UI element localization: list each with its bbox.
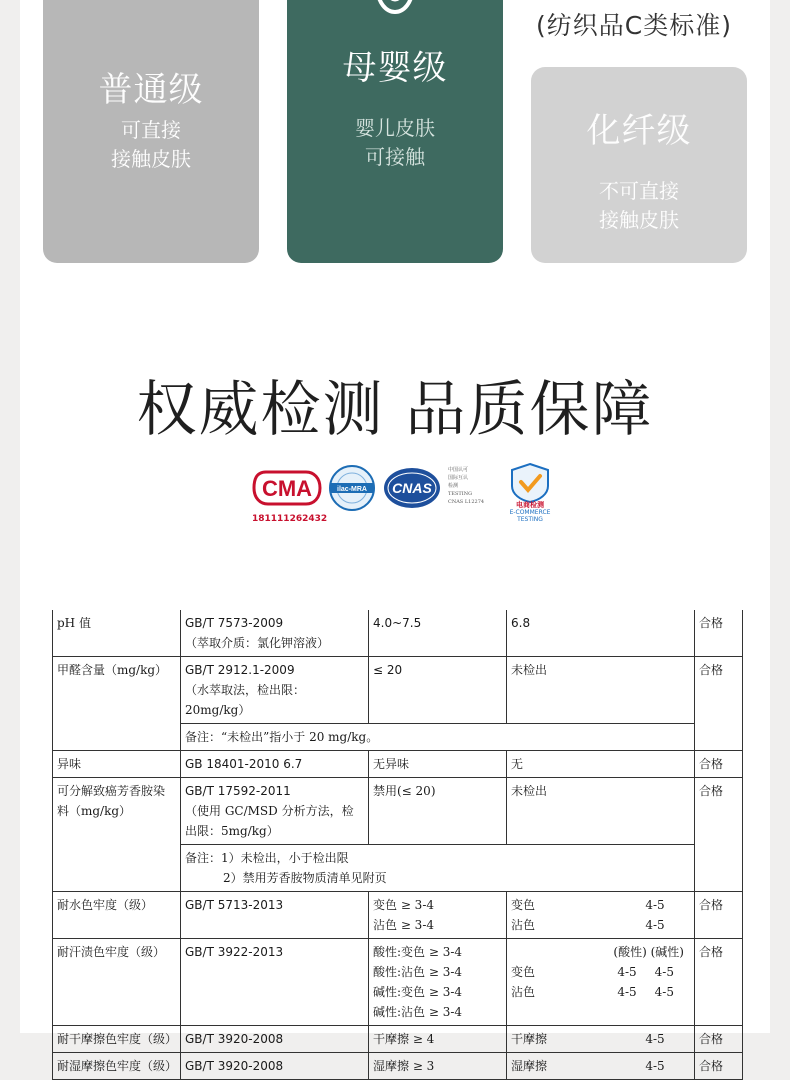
result-line [511, 962, 690, 982]
test-standard: GB/T 5713-2013 [181, 892, 369, 939]
result-header [511, 942, 690, 962]
requirement: 禁用(≤ 20) [369, 778, 507, 845]
cma-logo [252, 466, 328, 524]
item-line: 可分解致癌芳香胺染 [57, 784, 166, 798]
test-standard: GB/T 3920-2008 [181, 1053, 369, 1080]
standard-line: （萃取介质：氯化钾溶液） [185, 636, 330, 650]
ilac-text: ilac-MRA [337, 486, 367, 493]
table-row [53, 778, 743, 845]
result: 无 [507, 751, 695, 778]
table-row [53, 1053, 743, 1080]
requirement-line: 碱性:沾色 ≥ 3-4 [373, 1005, 463, 1019]
baby-icon [373, 0, 417, 18]
certification-logos [252, 462, 552, 522]
test-item: 耐水色牢度（级） [53, 892, 181, 939]
table-row [53, 610, 743, 657]
result-value: 4-5 [654, 985, 674, 999]
note-line: 备注：1）未检出，小于检出限 [185, 851, 349, 865]
result-value: 4-5 [654, 965, 674, 979]
result-line [511, 915, 690, 935]
table-row [53, 751, 743, 778]
grade-title-normal: 普通级 [98, 70, 204, 110]
test-standard [181, 610, 369, 657]
verdict: 合格 [695, 1026, 743, 1053]
accreditation-text [448, 466, 492, 506]
standard-line: GB/T 2912.1-2009 [185, 663, 295, 677]
result-label: 沾色 [511, 985, 536, 999]
result [507, 1026, 695, 1053]
test-standard: GB/T 3920-2008 [181, 1026, 369, 1053]
grade-desc-line: 接触皮肤 [599, 208, 679, 232]
result-header-alkali: (碱性) [650, 945, 684, 959]
requirement: 4.0~7.5 [369, 610, 507, 657]
shield-caption-en: E-COMMERCE TESTING [509, 509, 551, 523]
result-line [511, 895, 690, 915]
requirement-line: 碱性:变色 ≥ 3-4 [373, 985, 463, 999]
requirement [369, 939, 507, 1026]
cma-mark-icon [252, 466, 322, 510]
verdict: 合格 [695, 610, 743, 657]
grade-desc-line: 婴儿皮肤 [355, 116, 435, 140]
ecommerce-testing-caption [498, 502, 562, 523]
result-label: 湿摩擦 [511, 1059, 548, 1073]
test-item: 异味 [53, 751, 181, 778]
item-line: 料（mg/kg） [57, 804, 132, 818]
test-standard [181, 778, 369, 845]
test-item: 耐汗渍色牢度（级） [53, 939, 181, 1026]
standard-line: （使用 GC/MSD 分析方法，检 [185, 804, 354, 818]
cert-line: 国际互认 [448, 475, 469, 481]
test-standard [181, 657, 369, 724]
result-label: 沾色 [511, 918, 536, 932]
verdict: 合格 [695, 751, 743, 778]
result-value: 4-5 [645, 1032, 665, 1046]
result-value: 4-5 [645, 1059, 665, 1073]
section-heading: 权威检测 品质保障 [136, 375, 654, 445]
requirement: ≤ 20 [369, 657, 507, 724]
result: 未检出 [507, 778, 695, 845]
requirement: 干摩擦 ≥ 4 [369, 1026, 507, 1053]
result-value: 4-5 [645, 898, 665, 912]
grade-desc-line: 可直接 [121, 118, 181, 142]
grade-desc-line: 不可直接 [599, 179, 679, 203]
cnas-text: CNAS [392, 480, 432, 496]
grade-desc-chemical-fiber [531, 177, 747, 235]
requirement-line: 酸性:变色 ≥ 3-4 [373, 945, 463, 959]
result: 6.8 [507, 610, 695, 657]
table-note: 备注：“未检出”指小于 20 mg/kg。 [181, 724, 695, 751]
note-line: 2）禁用芳香胺物质清单见附页 [223, 871, 387, 885]
cma-number: 181111262432 [252, 514, 328, 524]
requirement: 湿摩擦 ≥ 3 [369, 1053, 507, 1080]
table-row [53, 1026, 743, 1053]
requirement-line: 酸性:沾色 ≥ 3-4 [373, 965, 463, 979]
grade-desc-normal [43, 116, 259, 174]
grade-card-mother-baby [287, 0, 503, 263]
result-line [511, 1056, 690, 1076]
verdict: 合格 [695, 778, 743, 892]
test-item [53, 778, 181, 892]
grade-title-mother-baby: 母婴级 [342, 48, 448, 88]
test-item: 甲醛含量（mg/kg） [53, 657, 181, 751]
result-label: 变色 [511, 965, 536, 979]
result [507, 892, 695, 939]
verdict: 合格 [695, 657, 743, 751]
verdict: 合格 [695, 1053, 743, 1080]
result [507, 939, 695, 1026]
requirement-line: 变色 ≥ 3-4 [373, 898, 435, 912]
standard-line: 出限：5mg/kg） [185, 824, 279, 838]
standard-line: GB/T 7573-2009 [185, 616, 284, 630]
test-item: pH 值 [53, 610, 181, 657]
verdict: 合格 [695, 892, 743, 939]
grade-desc-mother-baby [287, 114, 503, 172]
cma-text: CMA [261, 476, 313, 501]
result-line [511, 982, 690, 1002]
product-detail-page [20, 0, 770, 1073]
shield-caption-cn: 电商检测 [516, 501, 544, 509]
cert-line: CNAS L12274 [448, 499, 485, 505]
grade-title-chemical-fiber: 化纤级 [586, 111, 692, 151]
result-value: 4-5 [645, 918, 665, 932]
result [507, 1053, 695, 1080]
verdict: 合格 [695, 939, 743, 1026]
result-header-acid: (酸性) [613, 945, 647, 959]
standard-note: (纺织品C类标准) [536, 11, 732, 40]
test-item: 耐湿摩擦色牢度（级） [53, 1053, 181, 1080]
grade-desc-line: 可接触 [365, 145, 425, 169]
result-label: 干摩擦 [511, 1032, 548, 1046]
table-row [53, 892, 743, 939]
table-row [53, 939, 743, 1026]
test-results-table [52, 610, 743, 1080]
requirement [369, 892, 507, 939]
result-value: 4-5 [617, 965, 637, 979]
table-note [181, 845, 695, 892]
requirement: 无异味 [369, 751, 507, 778]
test-standard: GB/T 3922-2013 [181, 939, 369, 1026]
cert-line: 中国认可 [448, 467, 469, 473]
table-row [53, 657, 743, 724]
result-label: 变色 [511, 898, 536, 912]
result: 未检出 [507, 657, 695, 724]
ilac-mra-logo [328, 464, 376, 512]
cnas-logo [382, 466, 442, 510]
requirement-line: 沾色 ≥ 3-4 [373, 918, 435, 932]
grade-card-normal [43, 0, 259, 263]
result-line [511, 1029, 690, 1049]
test-item: 耐干摩擦色牢度（级） [53, 1026, 181, 1053]
cert-line: 检测 [448, 483, 459, 489]
test-standard: GB 18401-2010 6.7 [181, 751, 369, 778]
cert-line: TESTING [448, 491, 473, 497]
result-value: 4-5 [617, 985, 637, 999]
standard-line: （水萃取法，检出限：20mg/kg） [185, 683, 306, 717]
grade-desc-line: 接触皮肤 [111, 147, 191, 171]
standard-line: GB/T 17592-2011 [185, 784, 291, 798]
grade-card-chemical-fiber [531, 67, 747, 263]
